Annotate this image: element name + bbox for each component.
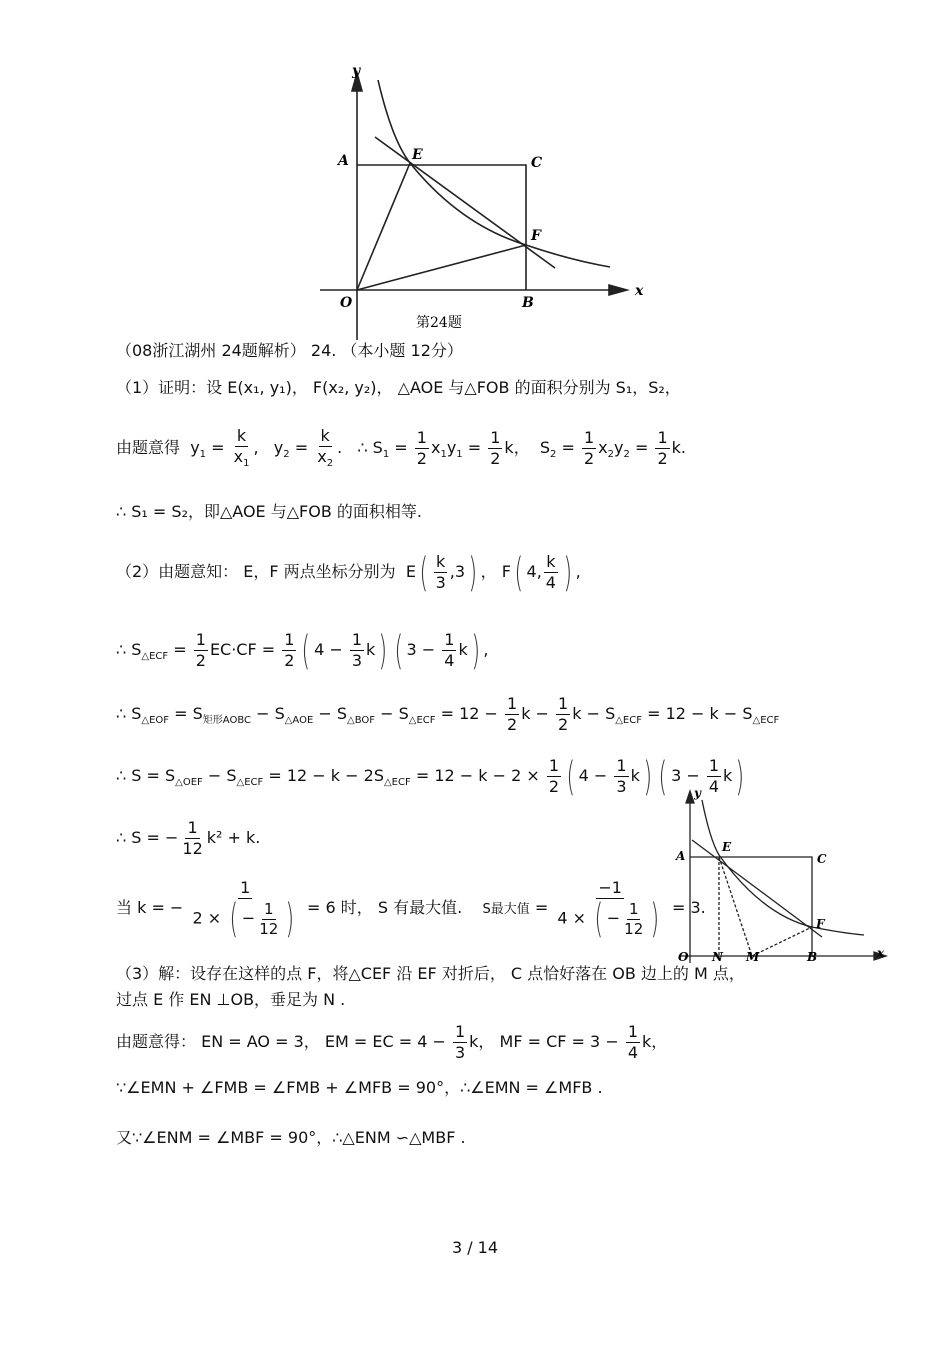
part1-line1 bbox=[116, 380, 681, 396]
part2-line6: 当 k = − 1 2 × ( − $\frac{1}{12}$ ) = 6 时， S 有最大值. S最大值 = −1 4 × ( − $\frac{1}{12}$ ) = 3. bbox=[116, 878, 706, 942]
page-number: 3 / 14 bbox=[451, 1238, 499, 1257]
label-c: C bbox=[817, 852, 827, 866]
line-ef bbox=[692, 840, 822, 937]
rectangle-aoba bbox=[690, 857, 812, 956]
part3-line4: ∵∠EMN + ∠FMB = ∠FMB + ∠MFB = 90°，∴∠EMN = ∠MFB . bbox=[116, 1078, 603, 1097]
label-f: F bbox=[816, 917, 825, 931]
line-oe bbox=[357, 163, 410, 290]
line-mf bbox=[752, 927, 812, 956]
part3-line3: 由题意得： EN = AO = 3， EM = EC = 4 − $\frac{1}{3}$ k， MF = CF = 3 − $\frac{1}{4}$ k， bbox=[116, 1022, 668, 1062]
label-c: C bbox=[531, 155, 543, 171]
label-o: O bbox=[678, 950, 689, 964]
figure-caption: 第24题 bbox=[416, 315, 462, 331]
label-a: A bbox=[676, 849, 686, 863]
part2-line1: （2）由题意知： E，F 两点坐标分别为 E( $\frac{k}{3}$ ,3) ， F( 4, $\frac{k}{4}$ ) , bbox=[116, 549, 581, 596]
part3-line1: （3）解：设存在这样的点 F，将△CEF 沿 EF 对折后， C 点恰好落在 OB 边上的 M 点， bbox=[116, 964, 745, 983]
label-f: F bbox=[531, 228, 541, 244]
point-f-def: F(x₂, y₂)， bbox=[312, 378, 393, 397]
mf-equation: k， MF = CF = 3 − bbox=[469, 1032, 619, 1051]
part1-line2: 由题意得 $y_1$ = $\frac{k}{x_1}$ , $y_2$ = $\frac{k}{x_2}$ . ∴ $S_1$ = $\frac{1}{2}$ $x_1y_1$ = $\frac{1}{2}$ k， $S_2$ = $\frac{1}{2}$ $x_2y_2$ = $\frac{1}{2}$ k. bbox=[116, 426, 686, 470]
line-of bbox=[357, 245, 526, 290]
label-e: E bbox=[412, 147, 423, 163]
point-e-def: E(x₁, y₁)， bbox=[227, 378, 308, 397]
part2-prefix: （2）由题意知： E，F 两点坐标分别为 bbox=[116, 562, 396, 581]
line-ef bbox=[375, 137, 555, 268]
max-statement: = 6 时， S 有最大值. bbox=[307, 898, 463, 917]
part1-prefix: （1）证明：设 bbox=[116, 378, 228, 397]
s-equals: ∴ S = − bbox=[116, 828, 179, 847]
label-m: M bbox=[746, 950, 760, 964]
problem-header: （08浙江湖州 24题解析） 24. （本小题 12分） bbox=[116, 341, 463, 360]
part3-line2: 过点 E 作 EN ⊥OB，垂足为 N . bbox=[116, 990, 346, 1009]
part2-line3: ∴ $S_{\triangle EOF} = S_{矩形AOBC} - S_{\triangle AOE} - S_{\triangle BOF} - S_{\triangle ECF} = 12$ − $\frac{1}{2}$ k − $\frac{1}{2}$ $k - S_{\triangle ECF} = 12 - k - S_{\triangle ECF}$ bbox=[116, 694, 780, 734]
s-expr-rest: k² + k. bbox=[206, 828, 261, 847]
label-y: y bbox=[352, 63, 361, 79]
en-em-equation: 由题意得： EN = AO = 3， EM = EC = 4 − bbox=[116, 1032, 446, 1051]
part2-line4: ∴ $S = S_{\triangle OEF} - S_{\triangle ECF} = 12 - k - 2S_{\triangle ECF} = 12 - k - 2$ × $\frac{1}{2}$ ( 4 − $\frac{1}{3}$ k) ( 3 − $\frac{1}{4}$ k) bbox=[116, 753, 745, 800]
label-o: O bbox=[340, 295, 353, 311]
label-x: x bbox=[877, 946, 885, 960]
figure-1-diagram bbox=[300, 55, 660, 340]
max-value: = 3. bbox=[671, 898, 706, 917]
part1-line3: ∴ S₁ = S₂，即△AOE 与△FOB 的面积相等. bbox=[116, 502, 422, 521]
x-axis-arrow bbox=[609, 285, 627, 295]
part3-line5: 又∵∠ENM = ∠MBF = 90°，∴△ENM ∽△MBF . bbox=[116, 1128, 466, 1147]
part1-l2-prefix: 由题意得 bbox=[116, 437, 181, 457]
hyperbola-curve bbox=[378, 80, 610, 267]
label-b: B bbox=[807, 950, 818, 964]
label-b: B bbox=[522, 295, 534, 311]
label-a: A bbox=[338, 153, 349, 169]
label-e: E bbox=[722, 840, 732, 854]
when-k: 当 k = − bbox=[116, 898, 184, 917]
part2-line5: ∴ S = − $\frac{1}{12}$ k² + k. bbox=[116, 818, 261, 858]
s-max-label: S最大值 bbox=[482, 902, 530, 917]
hyperbola-curve bbox=[702, 800, 864, 935]
mf-equation-end: k， bbox=[642, 1032, 668, 1051]
area-def: △AOE 与△FOB 的面积分别为 S₁，S₂， bbox=[397, 378, 681, 397]
label-n: N bbox=[712, 950, 723, 964]
part2-line2: ∴ $S_{\triangle ECF}$ = $\frac{1}{2}$ EC·CF = $\frac{1}{2}$ ( 4 − $\frac{1}{3}$ k) ( 3 − $\frac{1}{4}$ k) , bbox=[116, 627, 489, 674]
label-x: x bbox=[635, 283, 644, 299]
label-y: y bbox=[694, 786, 701, 800]
